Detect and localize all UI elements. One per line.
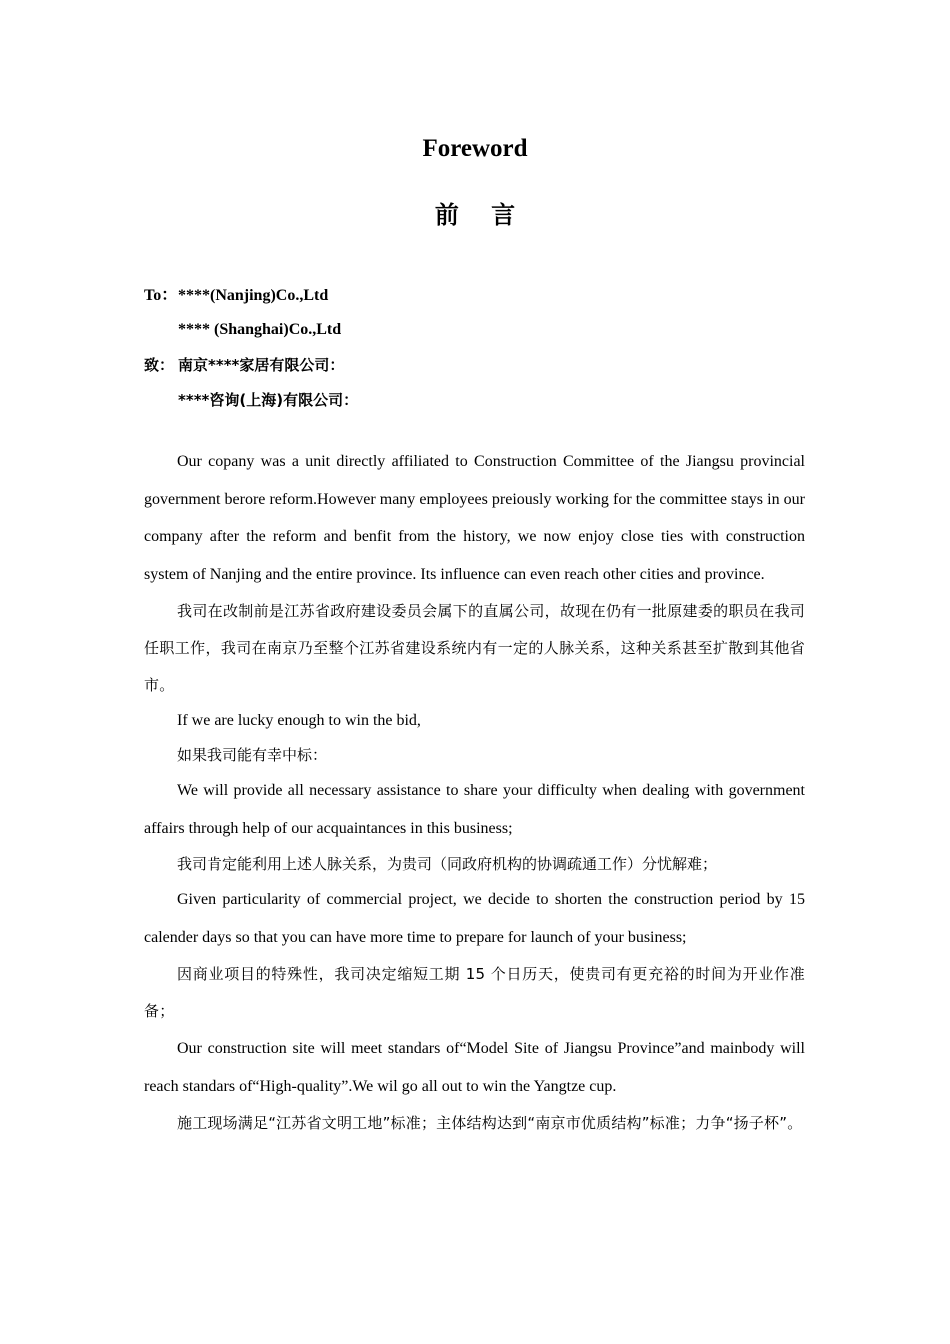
paragraph-quality-zh: 施工现场满足“江苏省文明工地”标准；主体结构达到“南京市优质结构”标准；力争“扬子杯”。 [177,1114,803,1132]
paragraph-assistance-en: We will provide all necessary assistance to share your difficulty when dealing with government affairs through help of our acquaintances in this business; [144,782,805,837]
paragraph-quality-en: Our construction site will meet standars of“Model Site of Jiangsu Province”and mainbody will reach standars of“High-quality”.We wil go all out to win the Yangtze cup. [144,1040,805,1095]
paragraph-affiliation-en: Our copany was a unit directly affiliated to Construction Committee of the Jiangsu provincial government berore reform.However many employees preiously working for the committee stays in our company after the reform and benfit from the history, we now enjoy close ties with construction system of Nanjing and the entire province. Its influence can even reach other cities and province. [144,453,805,583]
paragraph-schedule-en: Given particularity of commercial project, we decide to shorten the construction period by 15 calender days so that you can have more time to prepare for launch of your business; [144,891,805,946]
zhi-label: 致： [144,356,175,374]
addressee-to-line-1 [144,285,328,307]
page-title-english: Foreword [422,135,528,162]
addressee-nanjing-en: ****(Nanjing)Co.,Ltd [178,287,329,304]
addressee-shanghai-zh: ****咨询(上海)有限公司： [178,391,359,409]
paragraph-schedule-zh: 因商业项目的特殊性，我司决定缩短工期 15 个日历天，使贵司有更充裕的时间为开业作准备； [144,965,805,1020]
to-label: To： [144,287,178,304]
addressee-to-line-2 [144,319,341,341]
addressee-nanjing-zh: 南京****家居有限公司： [178,356,345,374]
paragraph-assistance-zh: 我司肯定能利用上述人脉关系，为贵司（同政府机构的协调疏通工作）分忧解难； [177,855,718,873]
paragraph-affiliation-zh: 我司在改制前是江苏省政府建设委员会属下的直属公司，故现在仍有一批原建委的职员在我司任职工作，我司在南京乃至整个江苏省建设系统内有一定的人脉关系，这种关系甚至扩散到其他省市。 [144,602,805,694]
addressee-zhi-line-2 [144,389,358,412]
document-body [144,443,805,1142]
paragraph-win-bid-zh: 如果我司能有幸中标： [177,746,328,764]
addressee-zhi-line-1 [144,354,344,377]
paragraph-win-bid-en: If we are lucky enough to win the bid, [177,712,421,729]
page-title-chinese: 前 言 [434,201,528,229]
addressee-shanghai-en: **** (Shanghai)Co.,Ltd [178,321,342,338]
